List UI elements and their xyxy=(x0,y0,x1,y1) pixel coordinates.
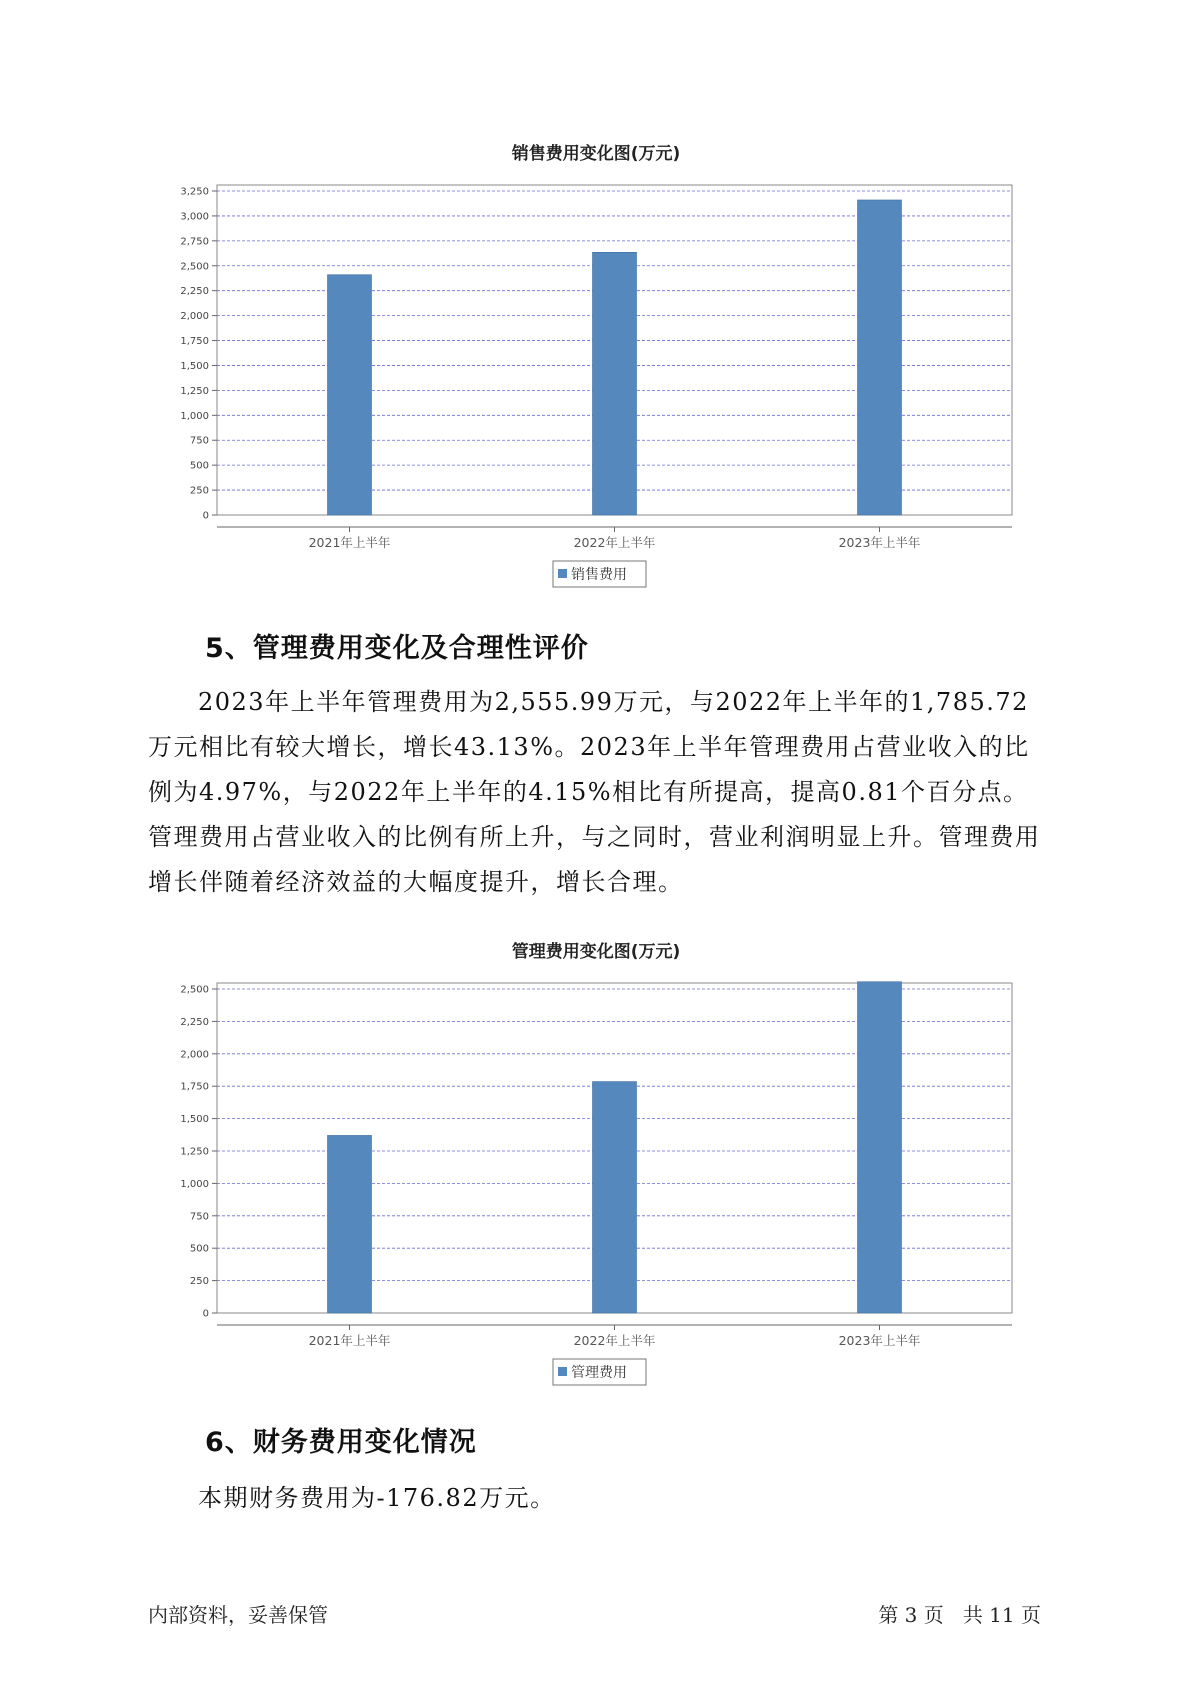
sales-expense-chart-svg xyxy=(0,130,1191,600)
y-tick-label: 1,000 xyxy=(180,1178,209,1190)
y-tick-label: 1,250 xyxy=(180,1146,209,1158)
y-tick-label: 1,000 xyxy=(180,410,209,422)
x-tick-label: 2021年上半年 xyxy=(308,1333,391,1348)
bar xyxy=(858,200,902,515)
bar xyxy=(593,252,637,515)
chart-title: 销售费用变化图(万元) xyxy=(511,144,681,164)
x-tick-label: 2022年上半年 xyxy=(573,1333,656,1348)
bar xyxy=(858,982,902,1313)
y-tick-label: 2,500 xyxy=(180,984,209,996)
y-tick-label: 3,000 xyxy=(180,211,209,223)
y-tick-label: 2,750 xyxy=(180,236,209,248)
y-tick-label: 750 xyxy=(189,1211,209,1223)
legend-swatch xyxy=(558,1367,567,1376)
y-tick-label: 3,250 xyxy=(180,186,209,198)
y-tick-label: 1,250 xyxy=(180,385,209,397)
y-tick-label: 1,750 xyxy=(180,336,209,348)
y-tick-label: 750 xyxy=(189,435,209,447)
y-tick-label: 0 xyxy=(202,510,209,522)
y-tick-label: 250 xyxy=(189,485,209,497)
footer-confidential-note: 内部资料，妥善保管 xyxy=(148,1603,328,1627)
section5-paragraph: 2023年上半年管理费用为2,555.99万元，与2022年上半年的1,785.72万元相比有较大增长，增长43.13%。2023年上半年管理费用占营业收入的比例为4.97%，与2022年上半年的4.15%相比有所提高，提高0.81个百分点。管理费用占营业收入的比例有所上升，与之同时，营业利润明显上升。管理费用增长伴随着经济效益的大幅度提升，增长合理。 xyxy=(148,688,1041,896)
y-tick-label: 0 xyxy=(202,1308,209,1320)
admin-expense-chart xyxy=(0,928,1191,1398)
x-tick-label: 2023年上半年 xyxy=(838,1333,921,1348)
y-tick-label: 2,250 xyxy=(180,286,209,298)
x-tick-label: 2022年上半年 xyxy=(573,535,656,550)
bar xyxy=(593,1082,637,1313)
legend-swatch xyxy=(558,569,567,578)
section6-paragraph: 本期财务费用为-176.82万元。 xyxy=(198,1484,556,1512)
y-tick-label: 500 xyxy=(189,460,209,472)
bar xyxy=(328,1135,372,1313)
y-tick-label: 1,750 xyxy=(180,1081,209,1093)
bar xyxy=(328,275,372,515)
y-tick-label: 250 xyxy=(189,1276,209,1288)
legend-label: 管理费用 xyxy=(571,1365,627,1381)
legend-label: 销售费用 xyxy=(571,567,627,583)
y-tick-label: 500 xyxy=(189,1243,209,1255)
sales-expense-chart xyxy=(0,130,1191,600)
y-tick-label: 1,500 xyxy=(180,360,209,372)
chart-title: 管理费用变化图(万元) xyxy=(511,942,681,962)
y-tick-label: 2,000 xyxy=(180,311,209,323)
admin-expense-chart-svg xyxy=(0,928,1191,1398)
y-tick-label: 2,500 xyxy=(180,261,209,273)
x-tick-label: 2023年上半年 xyxy=(838,535,921,550)
footer-page-number: 第 3 页 共 11 页 xyxy=(878,1603,1041,1627)
section6-heading: 6、财务费用变化情况 xyxy=(205,1427,477,1458)
y-tick-label: 2,250 xyxy=(180,1016,209,1028)
y-tick-label: 2,000 xyxy=(180,1049,209,1061)
x-tick-label: 2021年上半年 xyxy=(308,535,391,550)
y-tick-label: 1,500 xyxy=(180,1114,209,1126)
section5-heading: 5、管理费用变化及合理性评价 xyxy=(205,633,589,664)
